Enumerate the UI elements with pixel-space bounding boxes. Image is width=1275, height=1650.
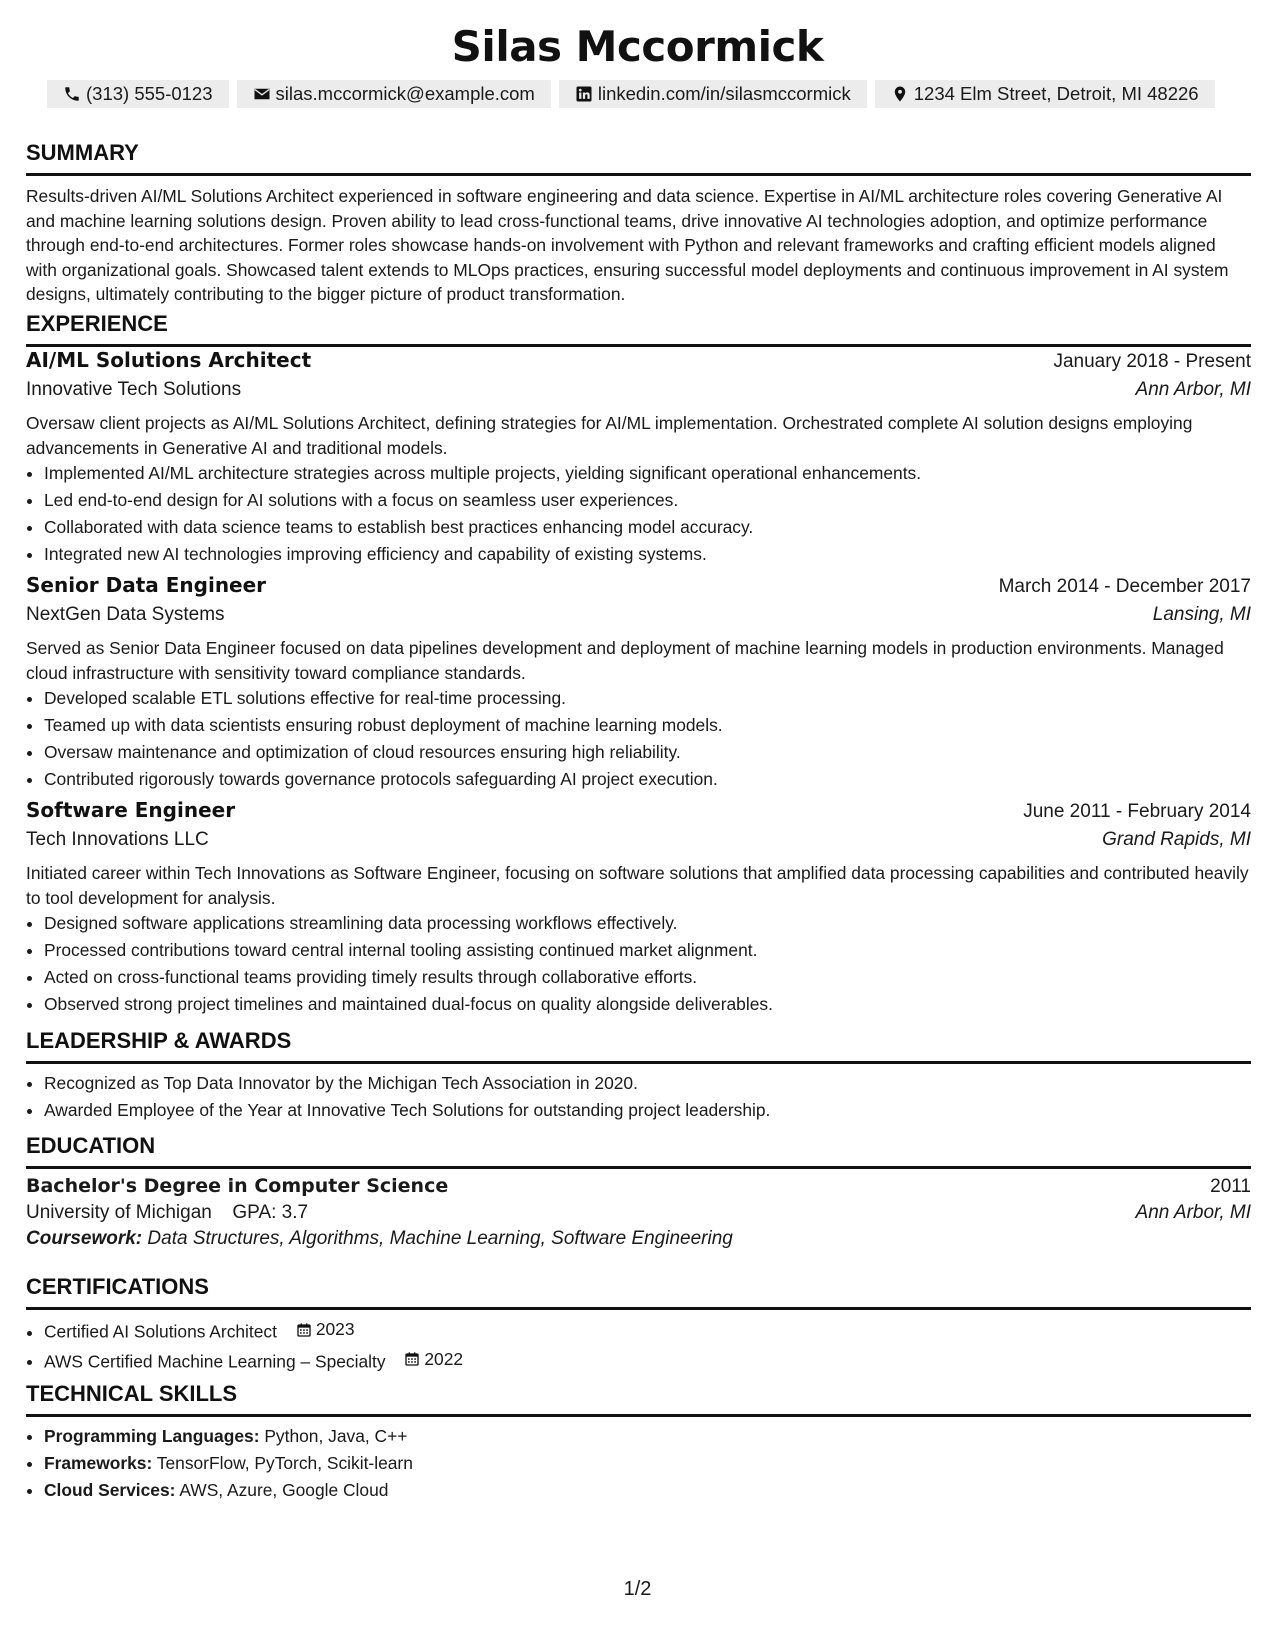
job-title: AI/ML Solutions Architect [26, 348, 312, 372]
envelope-icon [253, 85, 271, 103]
job-description: Initiated career within Tech Innovations as Software Engineer, focusing on software solutions that amplified data processing capabilities and contributed heavily to tool development for analysis. [26, 863, 1249, 908]
contact-email[interactable] [237, 80, 551, 108]
job-title: Software Engineer [26, 798, 236, 822]
leadership-section [26, 1027, 1251, 1124]
contact-bar [47, 80, 1215, 108]
contact-phone [47, 80, 229, 108]
awards-list [26, 1070, 1251, 1124]
section-divider [26, 173, 1251, 176]
summary-text: Results-driven AI/ML Solutions Architect experienced in software engineering and data science. Expertise in AI/ML architecture roles covering Generative AI and machine learning solutions design. Proven ability to lead cross-functional teams, drive innovative AI technologies adoption, and optimize performance through end-to-end architectures. Former roles showcase hands-on involvement with Python and relevant frameworks and crafting efficient models aligned with organizational goals. Showcased talent extends to MLOps practices, ensuring successful model deployments and continuous improvement in AI system designs, ultimately contributing to the bigger picture of product transformation. [26, 186, 1229, 304]
list-item: • Developed scalable ETL solutions effective for real-time processing. [44, 685, 1251, 712]
skill-value: TensorFlow, PyTorch, Scikit-learn [156, 1453, 413, 1473]
section-divider [26, 1307, 1251, 1310]
job-entry [26, 573, 1251, 793]
section-divider [26, 1414, 1251, 1417]
job-location: Grand Rapids, MI [1102, 829, 1251, 850]
section-title: EDUCATION [26, 1133, 156, 1158]
skills-section [26, 1380, 1251, 1504]
section-divider [26, 1061, 1251, 1064]
skills-list [26, 1423, 1251, 1504]
list-item: • Led end-to-end design for AI solutions with a focus on seamless user experiences. [44, 487, 1251, 514]
job-entry [26, 798, 1251, 1018]
list-item [44, 1450, 1251, 1477]
company-name: NextGen Data Systems [26, 604, 225, 625]
list-item: • Designed software applications streamlining data processing workflows effectively. [44, 910, 1251, 937]
section-title: SUMMARY [26, 140, 139, 165]
page-number: 1/2 [623, 1578, 652, 1600]
list-item: • Integrated new AI technologies improving efficiency and capability of existing systems. [44, 541, 1251, 568]
list-item: • Implemented AI/ML architecture strategies across multiple projects, yielding significant operational enhancements. [44, 460, 1251, 487]
list-item: • Contributed rigorously towards governance protocols safeguarding AI project execution. [44, 766, 1251, 793]
job-dates: January 2018 - Present [1053, 351, 1251, 372]
section-title: LEADERSHIP & AWARDS [26, 1028, 292, 1053]
experience-section [26, 310, 1251, 347]
phone-icon [63, 85, 81, 103]
job-entry [26, 348, 1251, 568]
list-item: • Collaborated with data science teams to establish best practices enhancing model accuracy. [44, 514, 1251, 541]
linkedin-text: linkedin.com/in/silasmccormick [597, 83, 851, 104]
candidate-name: Silas Mccormick [451, 22, 824, 71]
list-item: • Awarded Employee of the Year at Innovative Tech Solutions for outstanding project leadership. [44, 1097, 1251, 1124]
map-pin-icon [891, 85, 909, 103]
job-title: Senior Data Engineer [26, 573, 267, 597]
certification-name: AWS Certified Machine Learning – Specialty [44, 1351, 386, 1371]
section-divider [26, 344, 1251, 347]
school-name: University of Michigan [26, 1202, 212, 1223]
section-title: EXPERIENCE [26, 311, 168, 336]
job-dates: March 2014 - December 2017 [998, 576, 1251, 597]
summary-section [26, 139, 1251, 307]
contact-linkedin[interactable] [559, 80, 867, 108]
list-item: • Oversaw maintenance and optimization of cloud resources ensuring high reliability. [44, 739, 1251, 766]
list-item: • Acted on cross-functional teams providing timely results through collaborative efforts. [44, 964, 1251, 991]
calendar-icon [404, 1351, 420, 1367]
skill-label: Programming Languages: [44, 1426, 260, 1446]
certifications-section [26, 1273, 1251, 1375]
list-item: • Recognized as Top Data Innovator by the Michigan Tech Association in 2020. [44, 1070, 1251, 1097]
company-name: Tech Innovations LLC [26, 829, 209, 850]
job-location: Ann Arbor, MI [1135, 379, 1251, 400]
phone-text: (313) 555-0123 [86, 83, 213, 104]
certification-year: 2022 [424, 1348, 464, 1369]
skill-value: AWS, Azure, Google Cloud [179, 1480, 389, 1500]
list-item [44, 1477, 1251, 1504]
section-title: CERTIFICATIONS [26, 1274, 209, 1299]
job-bullets [26, 910, 1251, 1018]
certification-year: 2023 [315, 1319, 355, 1339]
contact-address [875, 80, 1215, 108]
job-dates: June 2011 - February 2014 [1023, 801, 1251, 822]
degree-title: Bachelor's Degree in Computer Science [26, 1175, 449, 1197]
graduation-year: 2011 [1210, 1176, 1251, 1197]
list-item: • Observed strong project timelines and maintained dual-focus on quality alongside deliverables. [44, 991, 1251, 1018]
list-item [44, 1346, 1251, 1376]
coursework-label: Coursework: [26, 1228, 143, 1249]
education-section [26, 1132, 1251, 1250]
job-location: Lansing, MI [1152, 604, 1251, 625]
company-name: Innovative Tech Solutions [26, 379, 242, 400]
list-item: • Teamed up with data scientists ensuring robust deployment of machine learning models. [44, 712, 1251, 739]
job-description: Oversaw client projects as AI/ML Solutions Architect, defining strategies for AI/ML implementation. Orchestrated complete AI solution designs employing advancements in Generative AI and traditional models. [26, 413, 1193, 458]
list-item [44, 1316, 1251, 1346]
email-text: silas.mccormick@example.com [275, 83, 535, 104]
linkedin-icon [575, 85, 593, 103]
list-item: • Processed contributions toward central internal tooling assisting continued market alignment. [44, 937, 1251, 964]
gpa: GPA: 3.7 [232, 1202, 309, 1223]
certifications-list [26, 1316, 1251, 1375]
job-bullets [26, 685, 1251, 793]
list-item [44, 1423, 1251, 1450]
address-text: 1234 Elm Street, Detroit, MI 48226 [913, 83, 1199, 104]
skill-value: Python, Java, C++ [264, 1426, 408, 1446]
skill-label: Cloud Services: [44, 1480, 176, 1500]
certification-name: Certified AI Solutions Architect [44, 1321, 277, 1342]
coursework-list: Data Structures, Algorithms, Machine Learning, Software Engineering [147, 1228, 733, 1249]
job-bullets [26, 460, 1251, 568]
job-description: Served as Senior Data Engineer focused on data pipelines development and deployment of machine learning models in production environments. Managed cloud infrastructure with sensitivity toward compliance standards. [26, 638, 1224, 683]
skill-label: Frameworks: [44, 1453, 153, 1473]
school-location: Ann Arbor, MI [1135, 1202, 1251, 1223]
calendar-icon [296, 1322, 312, 1338]
section-divider [26, 1166, 1251, 1169]
section-title: TECHNICAL SKILLS [26, 1381, 238, 1406]
